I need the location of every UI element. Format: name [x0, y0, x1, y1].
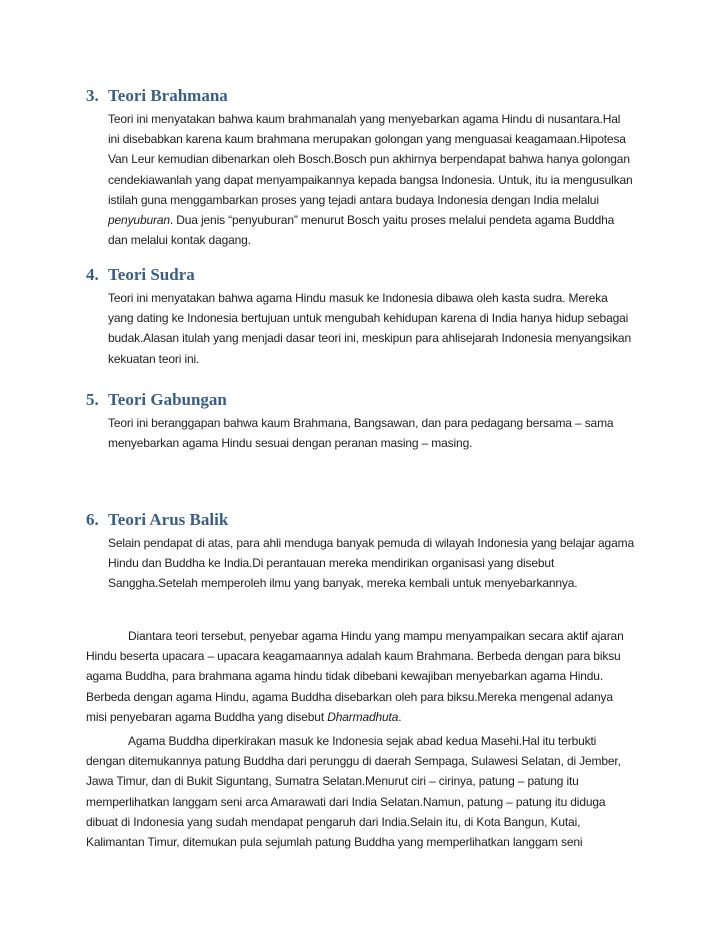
paragraph-line: Kalimantan Timur, ditemukan pula sejumlah patung Buddha yang memperlihatkan langgam seni [86, 835, 583, 850]
body-line: Teori ini menyatakan bahwa kaum brahmanalah yang menyebarkan agama Hindu di nusantara.Hal [108, 112, 621, 126]
section-title: Teori Brahmana [108, 86, 228, 105]
section-title: Teori Sudra [108, 265, 195, 284]
section-title: Teori Arus Balik [108, 510, 229, 529]
body-line: ini disebabkan karena kaum brahmana merupakan golongan yang menguasai keagamaan.Hipotesa [108, 132, 626, 147]
section-number: 3. [86, 86, 99, 105]
section-heading [86, 390, 658, 410]
paragraph-line: Hindu beserta upacara – upacara keagamaannya adalah kaum Brahmana. Berbeda dengan para biksu [86, 649, 621, 664]
paragraph-text: . [398, 709, 402, 724]
paragraph-line: memperlihatkan langgam seni arca Amarawati dari India Selatan.Namun, patung – patung itu diduga [86, 794, 606, 809]
section-number: 5. [86, 390, 99, 409]
body-line: Teori ini beranggapan bahwa kaum Brahmana, Bangsawan, dan para pedagang bersama – sama [108, 416, 614, 430]
section-teori-brahmana [86, 86, 658, 250]
body-line: Selain pendapat di atas, para ahli menduga banyak pemuda di wilayah Indonesia yang belajar agama [108, 536, 634, 550]
paragraph-line: Berbeda dengan agama Hindu, agama Buddha disebarkan oleh para biksu.Mereka mengenal adanya [86, 689, 613, 704]
italic-term: penyuburan [108, 213, 170, 228]
paragraph-line: Agama Buddha diperkirakan masuk ke Indonesia sejak abad kedua Masehi.Hal itu terbukti [128, 734, 597, 748]
body-line: dan melalui kontak dagang. [108, 233, 251, 248]
body-text: . Dua jenis “penyuburan” menurut Bosch yaitu proses melalui pendeta agama Buddha [169, 213, 615, 228]
paragraph-agama-buddha [86, 731, 658, 852]
section-teori-arus-balik [86, 510, 658, 594]
body-line: istilah guna menggambarkan proses yang tejadi antara budaya Indonesia dengan India melalui [108, 192, 599, 207]
body-line: yang dating ke Indonesia bertujuan untuk mengubah kehidupan karena di India hanya hidup sebagai [108, 311, 629, 326]
body-line: Teori ini menyatakan bahwa agama Hindu masuk ke Indonesia dibawa oleh kasta sudra. Mereka [108, 291, 608, 305]
section-teori-sudra [86, 265, 658, 369]
paragraph-line: dengan ditemukannya patung Buddha dari perunggu di daerah Sempaga, Sulawesi Selatan, di Jember, [86, 754, 621, 769]
section-heading [86, 86, 658, 106]
section-title: Teori Gabungan [108, 390, 227, 409]
paragraph-line: dibuat di Indonesia yang sudah mendapat pengaruh dari India.Selain itu, di Kota Bangun, Kutai, [86, 814, 581, 829]
italic-term: Dharmadhuta [327, 709, 399, 724]
paragraph-line: agama Buddha, para brahmana agama hindu tidak dibebani kewajiban menyebarkan agama Hindu. [86, 669, 604, 684]
body-line: kekuatan teori ini. [108, 351, 200, 366]
section-teori-gabungan [86, 390, 658, 453]
section-heading [86, 510, 658, 530]
body-line: cendekiawanlah yang dapat menyampaikannya kepada bangsa Indonesia. Untuk, itu ia mengusulkan [108, 172, 633, 187]
paragraph-line [86, 707, 658, 727]
section-number: 4. [86, 265, 99, 284]
paragraph-line: Diantara teori tersebut, penyebar agama Hindu yang mampu menyampaikan secara aktif ajaran [128, 629, 624, 643]
section-number: 6. [86, 510, 99, 529]
section-heading [86, 265, 658, 285]
body-line: Sanggha.Setelah memperoleh ilmu yang banyak, mereka kembali untuk menyebarkannya. [108, 576, 578, 591]
body-line: budak.Alasan itulah yang menjadi dasar teori ini, meskipun para ahlisejarah Indonesia menyangsikan [108, 331, 631, 346]
paragraph-text: misi penyebaran agama Buddha yang disebut [86, 709, 328, 724]
body-line: Van Leur kemudian dibenarkan oleh Bosch.Bosch pun akhirnya berpendapat bahwa hanya golongan [108, 152, 630, 167]
paragraph-diantara-teori [86, 626, 658, 727]
body-line: Hindu dan Buddha ke India.Di perantauan mereka mendirikan organisasi yang disebut [108, 556, 555, 571]
body-line [108, 210, 658, 230]
paragraph-line: Jawa Timur, dan di Bukit Siguntang, Sumatra Selatan.Menurut ciri – cirinya, patung – patung itu [86, 774, 579, 789]
body-line: menyebarkan agama Hindu sesuai dengan peranan masing – masing. [108, 436, 473, 451]
